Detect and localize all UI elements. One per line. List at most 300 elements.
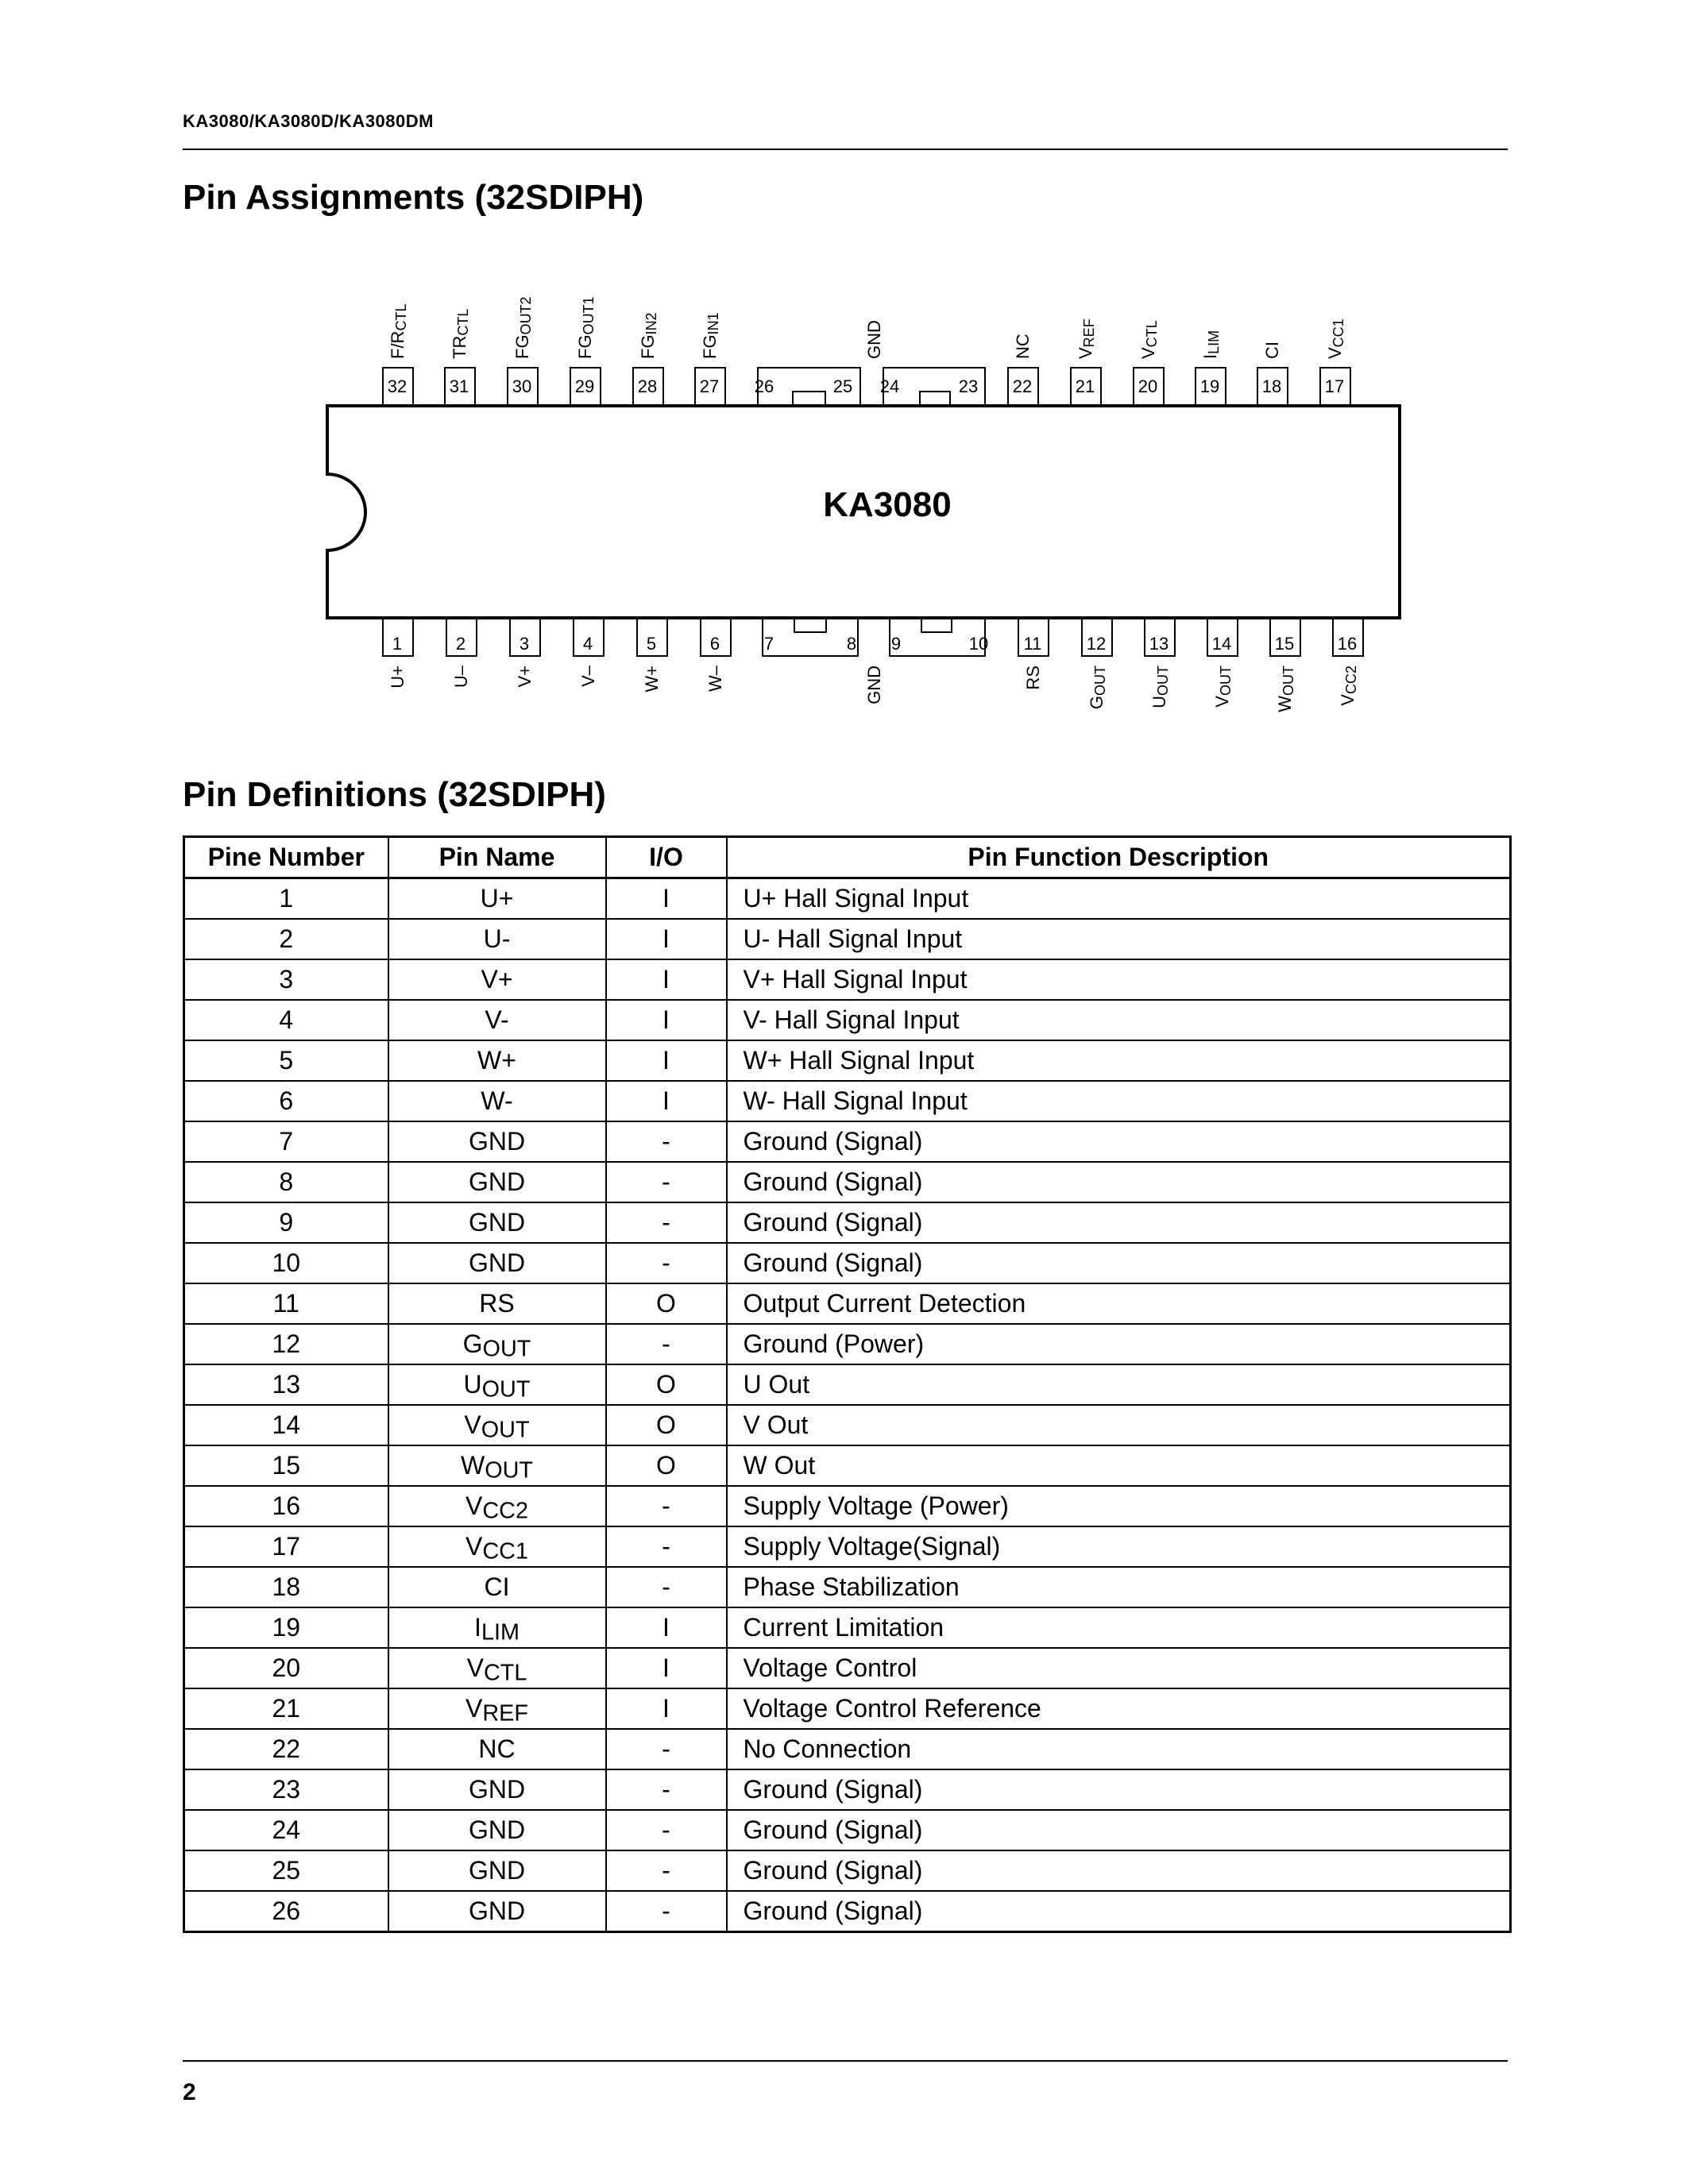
bottom-pin-label-main: V+ <box>515 666 535 688</box>
pin-name-cell-text: V <box>464 1410 481 1439</box>
bottom-pin-number: 6 <box>709 634 720 654</box>
pin-name-cell <box>388 1324 606 1364</box>
description-cell <box>727 1526 1511 1567</box>
pin-number-cell-text: 21 <box>272 1694 301 1723</box>
table-row <box>184 1648 1511 1688</box>
io-cell-text: I <box>662 1694 670 1723</box>
pin-name-subscript: CC1 <box>482 1538 528 1565</box>
top-pin-number: 31 <box>449 376 469 396</box>
table-row <box>184 1769 1511 1810</box>
pin-number-cell <box>184 1324 388 1364</box>
bottom-pin-number: 4 <box>582 634 593 654</box>
description-cell-text: W+ Hall Signal Input <box>743 1046 975 1075</box>
bottom-pin-label-main: RS <box>1023 666 1043 690</box>
table-row <box>184 1526 1511 1567</box>
top-pin-label <box>450 309 471 359</box>
pin-number-cell <box>184 1850 388 1891</box>
column-header-description: Pin Function Description <box>727 837 1511 878</box>
top-pin-label-sub: LIM <box>1206 330 1222 354</box>
bottom-gnd-label: GND <box>864 666 884 704</box>
pin-name-cell <box>388 1162 606 1202</box>
top-pin-label-main: V <box>1076 347 1095 359</box>
pin-name-cell-text: V <box>466 1653 484 1682</box>
description-cell-text: Supply Voltage (Power) <box>743 1491 1009 1520</box>
pin-number-cell <box>184 1769 388 1810</box>
io-cell <box>606 1081 727 1121</box>
description-cell <box>727 1891 1511 1932</box>
pin-number-cell <box>184 1648 388 1688</box>
column-header-pin-number: Pine Number <box>184 837 388 878</box>
bottom-pin-label <box>1087 666 1108 709</box>
bottom-pin-label-sub: OUT <box>1155 666 1171 696</box>
io-cell-text: - <box>662 1897 670 1925</box>
top-pin-label-main: FG <box>700 334 720 359</box>
io-cell <box>606 1445 727 1486</box>
pin-name-cell <box>388 1081 606 1121</box>
pin-number-cell-text: 15 <box>272 1451 301 1480</box>
top-pin-label-main: FG <box>512 334 532 359</box>
column-header-io: I/O <box>606 837 727 878</box>
bottom-pin-box <box>763 618 858 656</box>
bottom-pin-label-sub: OUT <box>1092 666 1108 696</box>
pin-name-cell <box>388 1810 606 1850</box>
description-cell-text: Ground (Signal) <box>743 1208 923 1237</box>
bottom-pin-label-main: W <box>1275 696 1295 712</box>
io-cell-text: - <box>662 1127 670 1156</box>
top-pin-number: 22 <box>1012 376 1033 396</box>
pin-name-cell-text: GND <box>468 1167 526 1196</box>
pin-name-subscript: LIM <box>481 1619 520 1646</box>
description-cell <box>727 1688 1511 1729</box>
io-cell-text: - <box>662 1775 670 1804</box>
pin-name-cell-text: G <box>462 1329 483 1358</box>
description-cell-text: Phase Stabilization <box>743 1572 960 1601</box>
table-row <box>184 1243 1511 1283</box>
top-pin-label-sub: OUT1 <box>581 296 597 335</box>
pin-number-cell-text: 5 <box>279 1046 294 1075</box>
top-pin-label-main: FG <box>638 334 658 359</box>
pin-name-cell <box>388 1121 606 1162</box>
pin-number-cell-text: 11 <box>272 1289 299 1318</box>
bottom-pin-label-main: U– <box>451 666 471 689</box>
top-pin-label-main: TR <box>450 335 469 359</box>
io-cell-text: - <box>662 1532 670 1561</box>
top-pin-number: 17 <box>1324 376 1345 396</box>
io-cell-text: O <box>656 1289 676 1318</box>
io-cell-text: - <box>662 1248 670 1277</box>
table-row <box>184 959 1511 1000</box>
top-pin-label-main: FG <box>575 334 595 359</box>
pin-number-cell <box>184 959 388 1000</box>
bottom-pin-label <box>388 666 408 689</box>
io-cell <box>606 1891 727 1932</box>
io-cell <box>606 1364 727 1405</box>
table-row <box>184 1729 1511 1769</box>
description-cell <box>727 1121 1511 1162</box>
io-cell-text: I <box>662 1046 670 1075</box>
pin-name-cell-text: W <box>461 1451 485 1480</box>
pin-number-cell-text: 1 <box>279 884 294 913</box>
pin-name-cell <box>388 1000 606 1040</box>
chip-label: KA3080 <box>823 485 952 524</box>
description-cell-text: Supply Voltage(Signal) <box>743 1532 1001 1561</box>
description-cell-text: U- Hall Signal Input <box>743 924 963 953</box>
table-row <box>184 1202 1511 1243</box>
pin-name-cell <box>388 1891 606 1932</box>
io-cell-text: I <box>662 1005 670 1034</box>
io-cell-text: - <box>662 1815 670 1844</box>
pin-number-cell-text: 23 <box>272 1775 301 1804</box>
description-cell-text: No Connection <box>743 1734 912 1763</box>
io-cell <box>606 1486 727 1526</box>
io-cell-text: I <box>662 1653 670 1682</box>
table-row <box>184 1324 1511 1364</box>
pin-number-cell-text: 24 <box>272 1815 301 1844</box>
bottom-pin-label-main: U+ <box>388 666 408 689</box>
io-cell-text: - <box>662 1208 670 1237</box>
pin-name-subscript: OUT <box>482 1336 531 1362</box>
description-cell-text: Voltage Control Reference <box>743 1694 1041 1723</box>
pin-number-cell-text: 12 <box>272 1329 301 1358</box>
bottom-pin-label <box>515 666 535 688</box>
io-cell <box>606 1567 727 1607</box>
io-cell <box>606 1162 727 1202</box>
pin-number-cell <box>184 1243 388 1283</box>
table-row <box>184 1445 1511 1486</box>
table-row <box>184 878 1511 920</box>
pin-name-cell-text: GND <box>468 1248 526 1277</box>
top-pin-label <box>1325 318 1346 359</box>
pin-name-subscript: CTL <box>483 1660 527 1686</box>
pin-number-cell-text: 26 <box>272 1897 301 1925</box>
top-pin-label-main: NC <box>1013 334 1033 359</box>
top-pin-label-main: V <box>1325 347 1345 359</box>
description-cell-text: Ground (Signal) <box>743 1775 923 1804</box>
io-cell <box>606 1607 727 1648</box>
pin-name-subscript: OUT <box>481 1376 531 1403</box>
bottom-pin-label <box>1338 666 1359 706</box>
pin-name-cell-text: GND <box>468 1897 526 1925</box>
footer-rule <box>183 2060 1508 2062</box>
description-cell <box>727 1729 1511 1769</box>
bottom-pin-label <box>1275 666 1296 712</box>
pin-name-cell-text: U <box>463 1370 482 1399</box>
bottom-pin-number: 12 <box>1086 634 1107 654</box>
top-pin-label-sub: CTL <box>455 308 471 336</box>
pin-name-cell-text: GND <box>468 1127 526 1156</box>
pin-number-cell <box>184 1567 388 1607</box>
pin-number-cell <box>184 878 388 920</box>
io-cell <box>606 959 727 1000</box>
description-cell <box>727 1000 1511 1040</box>
table-row <box>184 1567 1511 1607</box>
description-cell-text: U Out <box>743 1370 810 1399</box>
description-cell-text: Current Limitation <box>743 1613 944 1642</box>
bottom-pin-number: 14 <box>1211 634 1232 654</box>
top-pin-number: 27 <box>699 376 720 396</box>
pin-name-cell <box>388 1445 606 1486</box>
pin-number-cell <box>184 1364 388 1405</box>
top-pin-label-sub: IN1 <box>705 312 721 335</box>
bottom-pin-number: 15 <box>1274 634 1295 654</box>
io-cell <box>606 1121 727 1162</box>
bottom-pin-number: 16 <box>1337 634 1358 654</box>
table-row <box>184 1040 1511 1081</box>
column-header-pin-name: Pin Name <box>388 837 606 878</box>
description-cell-text: Ground (Signal) <box>743 1167 923 1196</box>
pin-name-cell <box>388 1729 606 1769</box>
description-cell <box>727 1567 1511 1607</box>
io-cell-text: I <box>662 1086 670 1115</box>
io-cell-text: - <box>662 1856 670 1885</box>
bottom-pin-label <box>1212 666 1234 708</box>
pin-name-cell-text: I <box>474 1613 481 1642</box>
io-cell <box>606 1850 727 1891</box>
pin-definitions-table <box>183 835 1512 1933</box>
top-pin-label-sub: CTL <box>393 303 409 331</box>
bottom-pin-number: 10 <box>968 634 989 654</box>
description-cell <box>727 1040 1511 1081</box>
pin-name-cell <box>388 1850 606 1891</box>
bottom-pin-label <box>578 665 598 687</box>
pin-name-cell-text: V <box>465 1694 483 1723</box>
pin-name-cell-text: U+ <box>480 884 514 913</box>
table-row <box>184 1607 1511 1648</box>
pin-number-cell <box>184 1688 388 1729</box>
pin-number-cell-text: 19 <box>272 1613 301 1642</box>
io-cell-text: O <box>656 1410 676 1439</box>
pin-number-cell <box>184 1526 388 1567</box>
io-cell-text: - <box>662 1572 670 1601</box>
io-cell <box>606 1243 727 1283</box>
description-cell <box>727 1810 1511 1850</box>
io-cell <box>606 1648 727 1688</box>
io-cell <box>606 919 727 959</box>
top-pin-number: 32 <box>387 376 408 396</box>
pin-assignment-diagram <box>0 0 1688 794</box>
pin-number-cell-text: 17 <box>272 1532 301 1561</box>
pin-number-cell-text: 25 <box>272 1856 301 1885</box>
io-cell-text: O <box>656 1451 676 1480</box>
io-cell <box>606 878 727 920</box>
pin-number-cell <box>184 1891 388 1932</box>
pin-name-cell <box>388 1202 606 1243</box>
pin-number-cell-text: 18 <box>272 1572 301 1601</box>
io-cell <box>606 1769 727 1810</box>
description-cell <box>727 1405 1511 1445</box>
pin-number-cell-text: 22 <box>272 1734 301 1763</box>
table-row <box>184 1162 1511 1202</box>
pin-name-cell <box>388 1486 606 1526</box>
pin-name-cell <box>388 1364 606 1405</box>
top-pin-label <box>1262 341 1282 359</box>
io-cell <box>606 1688 727 1729</box>
pin-name-cell-text: RS <box>479 1289 515 1318</box>
description-cell-text: Output Current Detection <box>743 1289 1026 1318</box>
pin-definitions-title: Pin Definitions (32SDIPH) <box>183 775 606 814</box>
bottom-pin-number: 8 <box>846 634 857 654</box>
bottom-pin-label-sub: CC2 <box>1343 666 1359 695</box>
top-pin-number: 29 <box>574 376 595 396</box>
description-cell-text: Ground (Signal) <box>743 1815 923 1844</box>
gnd-pad-notch <box>920 392 950 406</box>
description-cell <box>727 1648 1511 1688</box>
pin-name-cell-text: V <box>465 1532 483 1561</box>
io-cell <box>606 1405 727 1445</box>
bottom-pin-label <box>1023 666 1043 690</box>
pin-number-cell <box>184 1283 388 1324</box>
pin-name-cell-text: CI <box>484 1572 510 1601</box>
pin-name-cell <box>388 1648 606 1688</box>
bottom-pin-number: 3 <box>519 634 530 654</box>
io-cell-text: I <box>662 884 670 913</box>
pin-name-cell <box>388 919 606 959</box>
pin-number-cell <box>184 1810 388 1850</box>
description-cell <box>727 1324 1511 1364</box>
top-pin-label-sub: CTL <box>1144 320 1160 348</box>
top-pin-label-main: CI <box>1262 341 1282 359</box>
pin-number-cell <box>184 1729 388 1769</box>
top-pin-number: 25 <box>832 376 853 396</box>
pin-name-cell <box>388 1040 606 1081</box>
pin-name-cell-text: V- <box>485 1005 509 1034</box>
pin-name-cell <box>388 1405 606 1445</box>
table-row <box>184 1121 1511 1162</box>
pin-number-cell <box>184 1162 388 1202</box>
top-pin-label-sub: OUT2 <box>518 296 534 335</box>
pin-number-cell <box>184 1202 388 1243</box>
top-pin-number: 21 <box>1075 376 1095 396</box>
pin-name-subscript: OUT <box>481 1417 530 1443</box>
description-cell-text: Ground (Signal) <box>743 1856 923 1885</box>
pin-number-cell <box>184 1445 388 1486</box>
pin-name-cell <box>388 1526 606 1567</box>
description-cell <box>727 1850 1511 1891</box>
pin-name-cell-text: GND <box>468 1815 526 1844</box>
bottom-pin-label-main: G <box>1087 696 1107 710</box>
bottom-pin-label <box>705 665 725 692</box>
pin-number-cell <box>184 919 388 959</box>
pin-assignments-title: Pin Assignments (32SDIPH) <box>183 178 644 217</box>
table-row <box>184 1405 1511 1445</box>
pin-name-cell-text: GND <box>468 1208 526 1237</box>
top-pin-label-sub: CC1 <box>1331 318 1346 348</box>
description-cell <box>727 1607 1511 1648</box>
description-cell <box>727 1162 1511 1202</box>
bottom-pin-number: 2 <box>455 634 466 654</box>
bottom-pin-label-main: U <box>1149 696 1169 708</box>
bottom-pin-label-main: V <box>1212 696 1232 708</box>
pin-name-subscript: CC2 <box>482 1498 528 1524</box>
pin-name-cell-text: GND <box>468 1775 526 1804</box>
gnd-pad-notch <box>793 392 825 406</box>
description-cell-text: V+ Hall Signal Input <box>743 965 968 994</box>
io-cell <box>606 1810 727 1850</box>
top-pin-number: 20 <box>1138 376 1158 396</box>
top-pin-label-main: I <box>1200 353 1220 359</box>
top-gnd-label: GND <box>864 320 884 359</box>
pin-number-cell-text: 7 <box>279 1127 294 1156</box>
io-cell-text: I <box>662 924 670 953</box>
description-cell <box>727 1364 1511 1405</box>
pin-number-cell-text: 13 <box>272 1370 301 1399</box>
io-cell <box>606 1202 727 1243</box>
description-cell <box>727 1202 1511 1243</box>
bottom-pin-label-sub: OUT <box>1280 666 1296 696</box>
pin-name-cell <box>388 1567 606 1607</box>
description-cell-text: W- Hall Signal Input <box>743 1086 968 1115</box>
table-row <box>184 1850 1511 1891</box>
gnd-pad-notch <box>794 618 826 632</box>
bottom-pin-number: 11 <box>1023 634 1042 654</box>
top-pin-number: 23 <box>958 376 979 396</box>
top-pin-number: 19 <box>1199 376 1220 396</box>
pin-name-cell <box>388 1607 606 1648</box>
table-row <box>184 1486 1511 1526</box>
pin-name-cell-text: GND <box>468 1856 526 1885</box>
io-cell-text: - <box>662 1734 670 1763</box>
description-cell-text: Ground (Signal) <box>743 1897 923 1925</box>
document-header: KA3080/KA3080D/KA3080DM <box>183 111 434 131</box>
io-cell <box>606 1324 727 1364</box>
pin-number-cell-text: 3 <box>279 965 294 994</box>
pin-name-cell-text: V+ <box>481 965 513 994</box>
pin-number-cell-text: 16 <box>272 1491 301 1520</box>
bottom-pin-label <box>451 665 471 688</box>
pin-name-cell-text: NC <box>478 1734 516 1763</box>
top-pin-label-sub: IN2 <box>643 312 659 335</box>
description-cell-text: U+ Hall Signal Input <box>743 884 969 913</box>
description-cell-text: Ground (Power) <box>743 1329 925 1358</box>
pin-name-cell-text: U- <box>483 924 511 953</box>
io-cell-text: - <box>662 1491 670 1520</box>
pin-number-cell-text: 14 <box>272 1410 301 1439</box>
description-cell <box>727 1486 1511 1526</box>
pin-number-cell-text: 10 <box>272 1248 301 1277</box>
page-number: 2 <box>183 2079 196 2105</box>
io-cell-text: I <box>662 1613 670 1642</box>
bottom-pin-label-sub: OUT <box>1218 666 1234 696</box>
bottom-pin-number: 7 <box>763 634 774 654</box>
pin-number-cell-text: 8 <box>279 1167 294 1196</box>
pin-number-cell <box>184 1040 388 1081</box>
top-pin-label <box>638 312 659 359</box>
top-pin-label-main: F/R <box>388 330 408 359</box>
description-cell <box>727 1445 1511 1486</box>
pin-name-cell <box>388 959 606 1000</box>
pin-name-cell <box>388 1688 606 1729</box>
pin-name-cell <box>388 1769 606 1810</box>
gnd-pad-notch <box>921 618 952 632</box>
description-cell <box>727 1283 1511 1324</box>
description-cell <box>727 959 1511 1000</box>
description-cell <box>727 1243 1511 1283</box>
top-pin-label <box>1200 330 1222 359</box>
pin-number-cell <box>184 1607 388 1648</box>
pin-name-cell <box>388 878 606 920</box>
io-cell-text: - <box>662 1329 670 1358</box>
bottom-pin-label-main: V <box>1338 694 1358 706</box>
pin-name-cell <box>388 1283 606 1324</box>
top-pin-label <box>1076 318 1097 359</box>
top-pin-number: 24 <box>879 376 900 396</box>
table-row <box>184 1081 1511 1121</box>
description-cell-text: Voltage Control <box>743 1653 917 1682</box>
io-cell <box>606 1729 727 1769</box>
description-cell-text: Ground (Signal) <box>743 1248 923 1277</box>
bottom-pin-label-main: W– <box>705 666 725 692</box>
description-cell-text: Ground (Signal) <box>743 1127 923 1156</box>
